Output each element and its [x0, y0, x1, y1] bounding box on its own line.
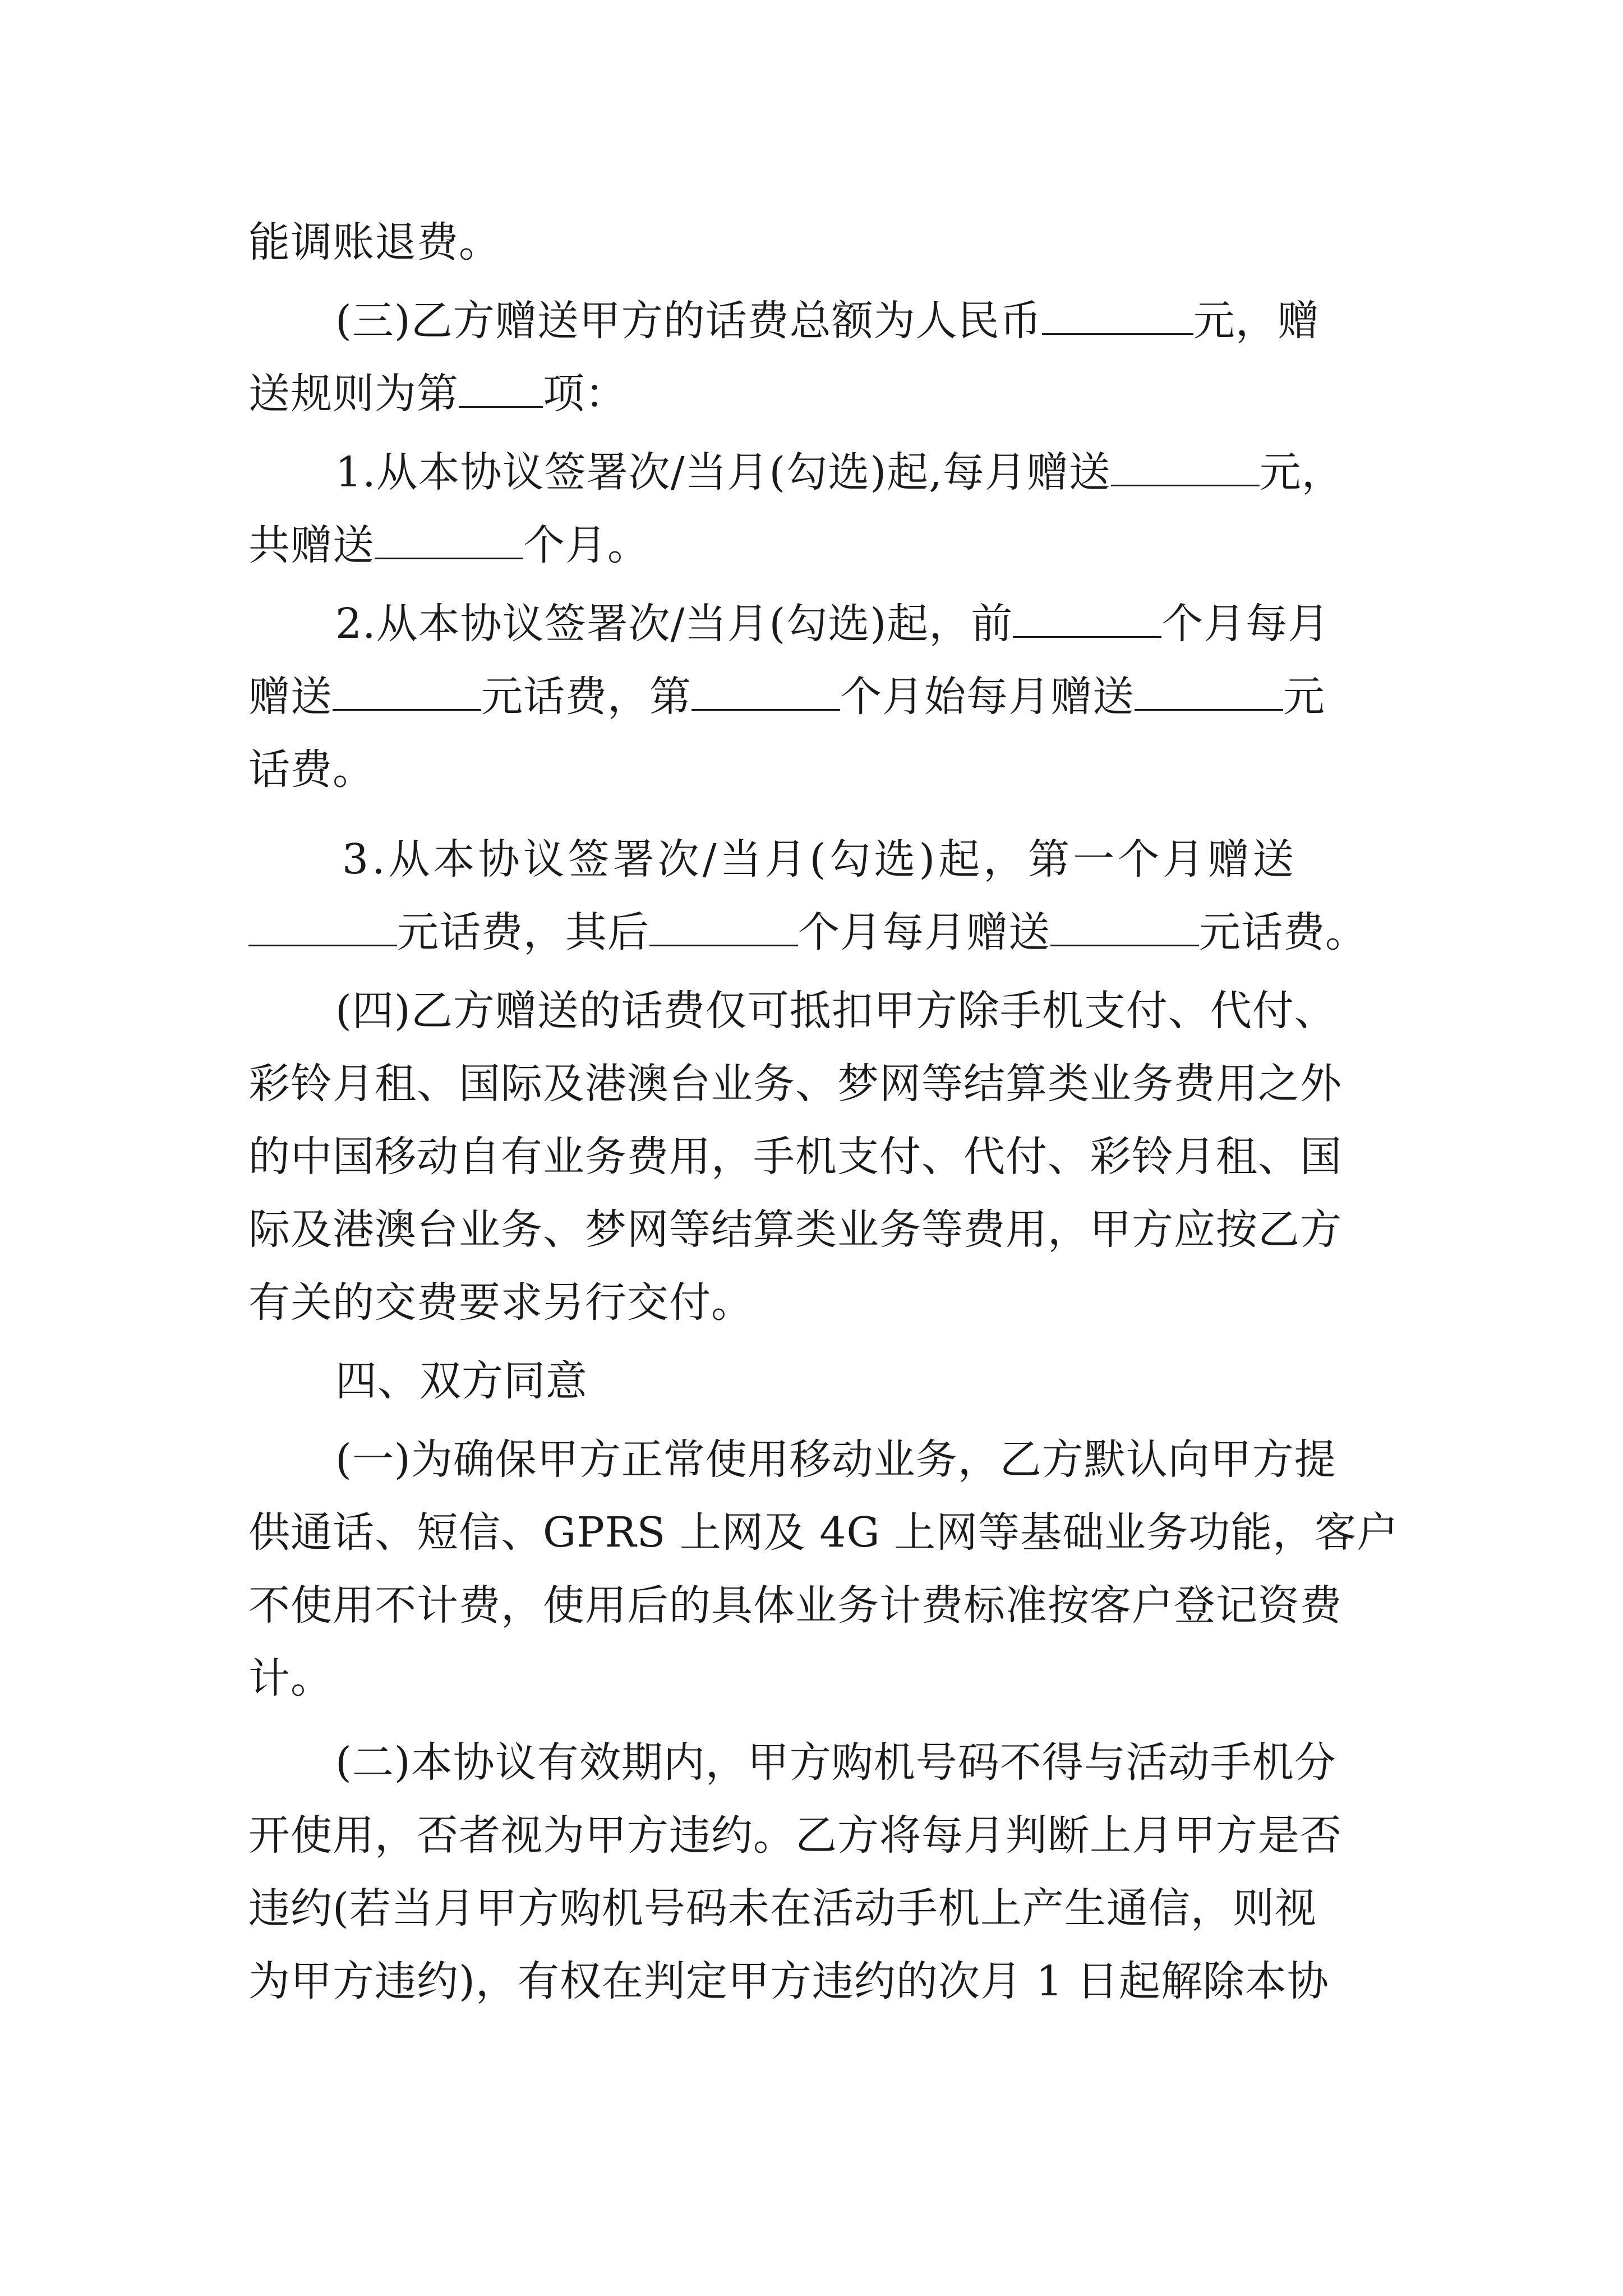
text-line: 能调账退费。 [248, 218, 501, 266]
text-line: 有关的交费要求另行交付。 [248, 1278, 753, 1327]
text-line: 的中国移动自有业务费用，手机支付、代付、彩铃月租、国 [248, 1133, 1342, 1181]
section-heading: 四、双方同意 [335, 1357, 588, 1405]
text-line: 际及港澳台业务、梦网等结算类业务等费用，甲方应按乙方 [248, 1205, 1342, 1254]
fill-blank[interactable] [1135, 672, 1283, 711]
text-line: 赠送 元话费，第 个月始每月赠送 元 [248, 673, 1325, 721]
text-line: (四)乙方赠送的话费仅可抵扣甲方除手机支付、代付、 [335, 987, 1336, 1035]
text-line: 不使用不计费，使用后的具体业务计费标准按客户登记资费 [248, 1581, 1342, 1630]
text-line: (一)为确保甲方正常使用移动业务，乙方默认向甲方提 [335, 1435, 1336, 1484]
text-line: (三)乙方赠送甲方的话费总额为人民币 元，赠 [335, 297, 1320, 345]
fill-blank[interactable] [1050, 908, 1199, 946]
text-line: (二)本协议有效期内，甲方购机号码不得与活动手机分 [335, 1738, 1336, 1787]
text-line: 供通话、短信、GPRS 上网及 4G 上网等基础业务功能，客户 [248, 1508, 1399, 1557]
fill-blank[interactable] [649, 908, 798, 946]
text-line: 彩铃月租、国际及港澳台业务、梦网等结算类业务费用之外 [248, 1060, 1342, 1108]
fill-blank[interactable] [459, 369, 543, 408]
text-line: 2.从本协议签署次/当月(勾选)起，前 个月每月 [335, 600, 1330, 648]
text-line: 元话费，其后 个月每月赠送 元话费。 [248, 904, 1367, 960]
text-line: 共赠送 个月。 [248, 521, 649, 569]
fill-blank[interactable] [691, 672, 840, 711]
text-line: 送规则为第 项： [248, 370, 627, 418]
text-line: 开使用，否者视为甲方违约。乙方将每月判断上月甲方是否 [248, 1811, 1342, 1860]
fill-blank[interactable] [1111, 448, 1260, 486]
fill-blank[interactable] [375, 521, 523, 559]
fill-blank[interactable] [1013, 599, 1161, 638]
text-line: 计。 [248, 1654, 333, 1703]
text-line: 为甲方违约)，有权在判定甲方违约的次月 1 日起解除本协 [248, 1957, 1329, 2005]
fill-blank[interactable] [248, 908, 397, 946]
text-line: 违约(若当月甲方购机号码未在活动手机上产生通信，则视 [248, 1884, 1317, 1932]
text-line: 3.从本协议签署次/当月(勾选)起，第一个月赠送 [342, 835, 1298, 884]
fill-blank[interactable] [333, 672, 481, 711]
text-line: 话费。 [248, 746, 375, 794]
fill-blank[interactable] [1042, 296, 1193, 335]
text-line: 1.从本协议签署次/当月(勾选)起,每月赠送 元， [335, 448, 1344, 496]
